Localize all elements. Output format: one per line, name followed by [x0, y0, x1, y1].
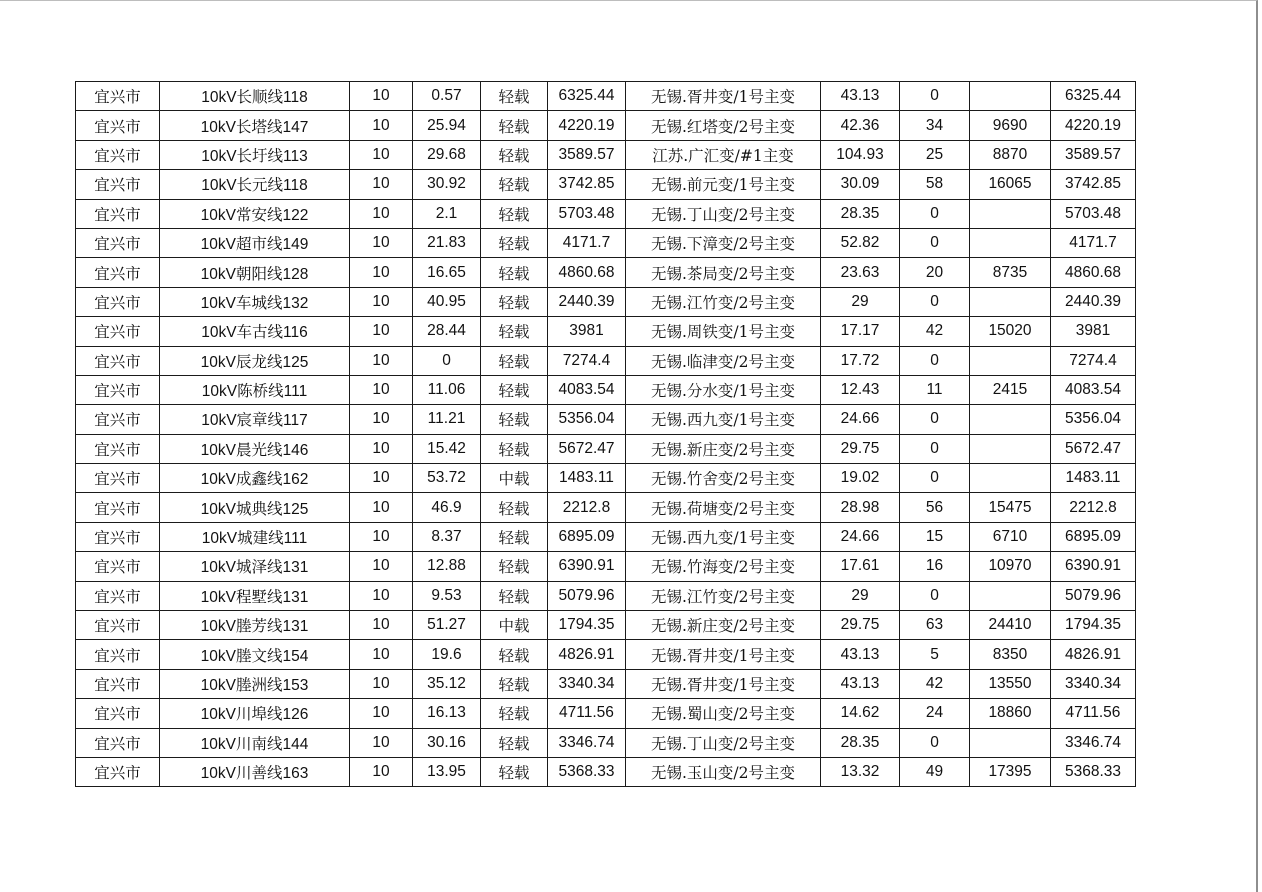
- transformer-cell: 无锡.新庄变/2号主变: [626, 611, 821, 640]
- table-row: [76, 669, 1136, 698]
- load-status-cell: 轻载: [481, 552, 548, 581]
- capacity-cell: 5703.48: [548, 199, 626, 228]
- transformer-cell: 江苏.广汇变/#1主变: [626, 140, 821, 169]
- count-cell: 0: [900, 228, 970, 257]
- voltage-cell: 10: [350, 228, 413, 257]
- load-status-cell: 轻载: [481, 199, 548, 228]
- load-status-cell: 轻载: [481, 140, 548, 169]
- table-row: [76, 287, 1136, 316]
- count-cell: 20: [900, 258, 970, 287]
- added-capacity-cell: 17395: [970, 757, 1051, 786]
- transformer-cell: 无锡.丁山变/2号主变: [626, 199, 821, 228]
- load-status-cell: 轻载: [481, 757, 548, 786]
- table-row: [76, 728, 1136, 757]
- transformer-cell: 无锡.西九变/1号主变: [626, 405, 821, 434]
- table-row: [76, 434, 1136, 463]
- load-status-cell: 轻载: [481, 728, 548, 757]
- capacity-cell: 1483.11: [548, 464, 626, 493]
- voltage-cell: 10: [350, 317, 413, 346]
- added-capacity-cell: [970, 405, 1051, 434]
- table-body: [76, 82, 1136, 787]
- table-row: [76, 258, 1136, 287]
- city-cell: 宜兴市: [76, 434, 160, 463]
- capacity-cell: 3589.57: [548, 140, 626, 169]
- capacity-cell: 3346.74: [548, 728, 626, 757]
- load-status-cell: 轻载: [481, 317, 548, 346]
- table-row: [76, 82, 1136, 111]
- added-capacity-cell: 24410: [970, 611, 1051, 640]
- load-status-cell: 轻载: [481, 287, 548, 316]
- line-name-cell: 10kV塍洲线153: [160, 669, 350, 698]
- added-capacity-cell: 8350: [970, 640, 1051, 669]
- count-cell: 42: [900, 669, 970, 698]
- count-cell: 0: [900, 199, 970, 228]
- load-status-cell: 中载: [481, 611, 548, 640]
- capacity-cell: 3742.85: [548, 170, 626, 199]
- load-rate-cell: 53.72: [413, 464, 481, 493]
- line-name-cell: 10kV城典线125: [160, 493, 350, 522]
- added-capacity-cell: 15020: [970, 317, 1051, 346]
- load-rate-cell: 25.94: [413, 111, 481, 140]
- voltage-cell: 10: [350, 611, 413, 640]
- load-status-cell: 轻载: [481, 228, 548, 257]
- load-status-cell: 轻载: [481, 522, 548, 551]
- transformer-load-cell: 52.82: [821, 228, 900, 257]
- city-cell: 宜兴市: [76, 346, 160, 375]
- transformer-cell: 无锡.丁山变/2号主变: [626, 728, 821, 757]
- transformer-cell: 无锡.荷塘变/2号主变: [626, 493, 821, 522]
- load-rate-cell: 13.95: [413, 757, 481, 786]
- transformer-cell: 无锡.周铁变/1号主变: [626, 317, 821, 346]
- load-rate-cell: 16.65: [413, 258, 481, 287]
- added-capacity-cell: 13550: [970, 669, 1051, 698]
- remaining-capacity-cell: 7274.4: [1051, 346, 1136, 375]
- transformer-load-cell: 29.75: [821, 434, 900, 463]
- table-row: [76, 522, 1136, 551]
- line-name-cell: 10kV长元线118: [160, 170, 350, 199]
- count-cell: 25: [900, 140, 970, 169]
- added-capacity-cell: [970, 346, 1051, 375]
- transformer-load-cell: 29: [821, 287, 900, 316]
- load-rate-cell: 2.1: [413, 199, 481, 228]
- capacity-cell: 4220.19: [548, 111, 626, 140]
- transformer-cell: 无锡.分水变/1号主变: [626, 375, 821, 404]
- added-capacity-cell: 15475: [970, 493, 1051, 522]
- load-status-cell: 轻载: [481, 434, 548, 463]
- city-cell: 宜兴市: [76, 493, 160, 522]
- transformer-cell: 无锡.江竹变/2号主变: [626, 287, 821, 316]
- voltage-cell: 10: [350, 728, 413, 757]
- transformer-cell: 无锡.胥井变/1号主变: [626, 669, 821, 698]
- capacity-cell: 6895.09: [548, 522, 626, 551]
- added-capacity-cell: [970, 434, 1051, 463]
- transformer-load-cell: 28.35: [821, 728, 900, 757]
- city-cell: 宜兴市: [76, 317, 160, 346]
- transformer-load-cell: 28.98: [821, 493, 900, 522]
- load-rate-cell: 46.9: [413, 493, 481, 522]
- load-rate-cell: 16.13: [413, 699, 481, 728]
- load-status-cell: 轻载: [481, 375, 548, 404]
- remaining-capacity-cell: 3340.34: [1051, 669, 1136, 698]
- voltage-cell: 10: [350, 111, 413, 140]
- transformer-load-cell: 17.72: [821, 346, 900, 375]
- transformer-cell: 无锡.胥井变/1号主变: [626, 640, 821, 669]
- transformer-cell: 无锡.胥井变/1号主变: [626, 82, 821, 111]
- city-cell: 宜兴市: [76, 375, 160, 404]
- remaining-capacity-cell: 4711.56: [1051, 699, 1136, 728]
- city-cell: 宜兴市: [76, 581, 160, 610]
- line-name-cell: 10kV长圩线113: [160, 140, 350, 169]
- load-status-cell: 轻载: [481, 346, 548, 375]
- table-row: [76, 757, 1136, 786]
- count-cell: 0: [900, 581, 970, 610]
- remaining-capacity-cell: 5703.48: [1051, 199, 1136, 228]
- remaining-capacity-cell: 4171.7: [1051, 228, 1136, 257]
- line-name-cell: 10kV塍芳线131: [160, 611, 350, 640]
- voltage-cell: 10: [350, 405, 413, 434]
- transformer-load-cell: 42.36: [821, 111, 900, 140]
- city-cell: 宜兴市: [76, 111, 160, 140]
- capacity-cell: 2440.39: [548, 287, 626, 316]
- voltage-cell: 10: [350, 82, 413, 111]
- transformer-cell: 无锡.茶局变/2号主变: [626, 258, 821, 287]
- line-name-cell: 10kV城建线111: [160, 522, 350, 551]
- count-cell: 0: [900, 405, 970, 434]
- transformer-cell: 无锡.临津变/2号主变: [626, 346, 821, 375]
- remaining-capacity-cell: 6895.09: [1051, 522, 1136, 551]
- load-status-cell: 轻载: [481, 640, 548, 669]
- table-row: [76, 228, 1136, 257]
- load-status-cell: 轻载: [481, 405, 548, 434]
- voltage-cell: 10: [350, 640, 413, 669]
- city-cell: 宜兴市: [76, 552, 160, 581]
- voltage-cell: 10: [350, 199, 413, 228]
- feeder-load-table: [75, 81, 1136, 787]
- line-name-cell: 10kV程墅线131: [160, 581, 350, 610]
- added-capacity-cell: [970, 82, 1051, 111]
- capacity-cell: 3981: [548, 317, 626, 346]
- remaining-capacity-cell: 6390.91: [1051, 552, 1136, 581]
- city-cell: 宜兴市: [76, 757, 160, 786]
- voltage-cell: 10: [350, 287, 413, 316]
- load-status-cell: 轻载: [481, 669, 548, 698]
- capacity-cell: 7274.4: [548, 346, 626, 375]
- voltage-cell: 10: [350, 434, 413, 463]
- capacity-cell: 4860.68: [548, 258, 626, 287]
- voltage-cell: 10: [350, 669, 413, 698]
- voltage-cell: 10: [350, 552, 413, 581]
- table-row: [76, 405, 1136, 434]
- remaining-capacity-cell: 4860.68: [1051, 258, 1136, 287]
- count-cell: 24: [900, 699, 970, 728]
- remaining-capacity-cell: 4220.19: [1051, 111, 1136, 140]
- transformer-load-cell: 24.66: [821, 405, 900, 434]
- remaining-capacity-cell: 1483.11: [1051, 464, 1136, 493]
- line-name-cell: 10kV晨光线146: [160, 434, 350, 463]
- count-cell: 15: [900, 522, 970, 551]
- table-row: [76, 699, 1136, 728]
- transformer-load-cell: 17.17: [821, 317, 900, 346]
- city-cell: 宜兴市: [76, 170, 160, 199]
- transformer-load-cell: 43.13: [821, 669, 900, 698]
- count-cell: 56: [900, 493, 970, 522]
- added-capacity-cell: 2415: [970, 375, 1051, 404]
- added-capacity-cell: 18860: [970, 699, 1051, 728]
- remaining-capacity-cell: 4826.91: [1051, 640, 1136, 669]
- transformer-cell: 无锡.江竹变/2号主变: [626, 581, 821, 610]
- transformer-load-cell: 13.32: [821, 757, 900, 786]
- line-name-cell: 10kV朝阳线128: [160, 258, 350, 287]
- remaining-capacity-cell: 6325.44: [1051, 82, 1136, 111]
- line-name-cell: 10kV陈桥线111: [160, 375, 350, 404]
- load-rate-cell: 0: [413, 346, 481, 375]
- count-cell: 0: [900, 464, 970, 493]
- capacity-cell: 4826.91: [548, 640, 626, 669]
- count-cell: 63: [900, 611, 970, 640]
- transformer-load-cell: 12.43: [821, 375, 900, 404]
- city-cell: 宜兴市: [76, 669, 160, 698]
- count-cell: 5: [900, 640, 970, 669]
- transformer-load-cell: 29.75: [821, 611, 900, 640]
- capacity-cell: 4083.54: [548, 375, 626, 404]
- city-cell: 宜兴市: [76, 640, 160, 669]
- load-rate-cell: 29.68: [413, 140, 481, 169]
- capacity-cell: 5356.04: [548, 405, 626, 434]
- line-name-cell: 10kV宸章线117: [160, 405, 350, 434]
- added-capacity-cell: 9690: [970, 111, 1051, 140]
- remaining-capacity-cell: 1794.35: [1051, 611, 1136, 640]
- table-row: [76, 375, 1136, 404]
- capacity-cell: 4711.56: [548, 699, 626, 728]
- load-rate-cell: 11.21: [413, 405, 481, 434]
- city-cell: 宜兴市: [76, 199, 160, 228]
- load-status-cell: 轻载: [481, 258, 548, 287]
- transformer-load-cell: 24.66: [821, 522, 900, 551]
- load-rate-cell: 8.37: [413, 522, 481, 551]
- capacity-cell: 4171.7: [548, 228, 626, 257]
- transformer-cell: 无锡.前元变/1号主变: [626, 170, 821, 199]
- load-status-cell: 轻载: [481, 699, 548, 728]
- line-name-cell: 10kV塍文线154: [160, 640, 350, 669]
- count-cell: 0: [900, 82, 970, 111]
- voltage-cell: 10: [350, 258, 413, 287]
- capacity-cell: 6325.44: [548, 82, 626, 111]
- load-rate-cell: 21.83: [413, 228, 481, 257]
- transformer-cell: 无锡.玉山变/2号主变: [626, 757, 821, 786]
- load-status-cell: 轻载: [481, 493, 548, 522]
- remaining-capacity-cell: 2440.39: [1051, 287, 1136, 316]
- voltage-cell: 10: [350, 757, 413, 786]
- transformer-cell: 无锡.下漳变/2号主变: [626, 228, 821, 257]
- count-cell: 0: [900, 434, 970, 463]
- count-cell: 16: [900, 552, 970, 581]
- table-row: [76, 640, 1136, 669]
- load-rate-cell: 15.42: [413, 434, 481, 463]
- table-row: [76, 581, 1136, 610]
- count-cell: 58: [900, 170, 970, 199]
- remaining-capacity-cell: 4083.54: [1051, 375, 1136, 404]
- voltage-cell: 10: [350, 346, 413, 375]
- added-capacity-cell: [970, 287, 1051, 316]
- added-capacity-cell: [970, 199, 1051, 228]
- line-name-cell: 10kV川埠线126: [160, 699, 350, 728]
- remaining-capacity-cell: 3589.57: [1051, 140, 1136, 169]
- voltage-cell: 10: [350, 140, 413, 169]
- table-row: [76, 493, 1136, 522]
- capacity-cell: 3340.34: [548, 669, 626, 698]
- load-rate-cell: 40.95: [413, 287, 481, 316]
- table-row: [76, 611, 1136, 640]
- voltage-cell: 10: [350, 699, 413, 728]
- load-status-cell: 轻载: [481, 111, 548, 140]
- load-rate-cell: 51.27: [413, 611, 481, 640]
- city-cell: 宜兴市: [76, 140, 160, 169]
- city-cell: 宜兴市: [76, 464, 160, 493]
- table-row: [76, 199, 1136, 228]
- count-cell: 0: [900, 728, 970, 757]
- added-capacity-cell: [970, 464, 1051, 493]
- load-rate-cell: 0.57: [413, 82, 481, 111]
- transformer-load-cell: 28.35: [821, 199, 900, 228]
- table-row: [76, 552, 1136, 581]
- table-row: [76, 346, 1136, 375]
- added-capacity-cell: 6710: [970, 522, 1051, 551]
- remaining-capacity-cell: 3346.74: [1051, 728, 1136, 757]
- line-name-cell: 10kV车古线116: [160, 317, 350, 346]
- voltage-cell: 10: [350, 375, 413, 404]
- added-capacity-cell: 10970: [970, 552, 1051, 581]
- line-name-cell: 10kV车城线132: [160, 287, 350, 316]
- added-capacity-cell: [970, 581, 1051, 610]
- count-cell: 0: [900, 346, 970, 375]
- transformer-load-cell: 104.93: [821, 140, 900, 169]
- city-cell: 宜兴市: [76, 699, 160, 728]
- capacity-cell: 5079.96: [548, 581, 626, 610]
- load-rate-cell: 35.12: [413, 669, 481, 698]
- transformer-load-cell: 23.63: [821, 258, 900, 287]
- transformer-cell: 无锡.红塔变/2号主变: [626, 111, 821, 140]
- transformer-cell: 无锡.新庄变/2号主变: [626, 434, 821, 463]
- load-rate-cell: 30.92: [413, 170, 481, 199]
- load-rate-cell: 19.6: [413, 640, 481, 669]
- voltage-cell: 10: [350, 522, 413, 551]
- remaining-capacity-cell: 5356.04: [1051, 405, 1136, 434]
- remaining-capacity-cell: 3981: [1051, 317, 1136, 346]
- transformer-load-cell: 19.02: [821, 464, 900, 493]
- remaining-capacity-cell: 3742.85: [1051, 170, 1136, 199]
- capacity-cell: 1794.35: [548, 611, 626, 640]
- line-name-cell: 10kV川善线163: [160, 757, 350, 786]
- transformer-load-cell: 43.13: [821, 82, 900, 111]
- remaining-capacity-cell: 5672.47: [1051, 434, 1136, 463]
- remaining-capacity-cell: 2212.8: [1051, 493, 1136, 522]
- line-name-cell: 10kV川南线144: [160, 728, 350, 757]
- table-row: [76, 140, 1136, 169]
- remaining-capacity-cell: 5079.96: [1051, 581, 1136, 610]
- transformer-load-cell: 43.13: [821, 640, 900, 669]
- load-status-cell: 中载: [481, 464, 548, 493]
- line-name-cell: 10kV超市线149: [160, 228, 350, 257]
- capacity-cell: 6390.91: [548, 552, 626, 581]
- count-cell: 0: [900, 287, 970, 316]
- line-name-cell: 10kV长塔线147: [160, 111, 350, 140]
- load-rate-cell: 11.06: [413, 375, 481, 404]
- load-status-cell: 轻载: [481, 581, 548, 610]
- transformer-cell: 无锡.竹舍变/2号主变: [626, 464, 821, 493]
- added-capacity-cell: 8870: [970, 140, 1051, 169]
- added-capacity-cell: [970, 728, 1051, 757]
- added-capacity-cell: [970, 228, 1051, 257]
- city-cell: 宜兴市: [76, 728, 160, 757]
- voltage-cell: 10: [350, 170, 413, 199]
- voltage-cell: 10: [350, 493, 413, 522]
- line-name-cell: 10kV城泽线131: [160, 552, 350, 581]
- city-cell: 宜兴市: [76, 228, 160, 257]
- line-name-cell: 10kV辰龙线125: [160, 346, 350, 375]
- added-capacity-cell: 8735: [970, 258, 1051, 287]
- load-rate-cell: 12.88: [413, 552, 481, 581]
- line-name-cell: 10kV成鑫线162: [160, 464, 350, 493]
- city-cell: 宜兴市: [76, 522, 160, 551]
- city-cell: 宜兴市: [76, 258, 160, 287]
- city-cell: 宜兴市: [76, 82, 160, 111]
- transformer-load-cell: 14.62: [821, 699, 900, 728]
- added-capacity-cell: 16065: [970, 170, 1051, 199]
- table-row: [76, 317, 1136, 346]
- load-status-cell: 轻载: [481, 170, 548, 199]
- table-row: [76, 111, 1136, 140]
- transformer-load-cell: 30.09: [821, 170, 900, 199]
- remaining-capacity-cell: 5368.33: [1051, 757, 1136, 786]
- voltage-cell: 10: [350, 581, 413, 610]
- transformer-load-cell: 29: [821, 581, 900, 610]
- capacity-cell: 5672.47: [548, 434, 626, 463]
- city-cell: 宜兴市: [76, 611, 160, 640]
- count-cell: 34: [900, 111, 970, 140]
- transformer-cell: 无锡.西九变/1号主变: [626, 522, 821, 551]
- load-rate-cell: 28.44: [413, 317, 481, 346]
- capacity-cell: 2212.8: [548, 493, 626, 522]
- transformer-load-cell: 17.61: [821, 552, 900, 581]
- city-cell: 宜兴市: [76, 405, 160, 434]
- count-cell: 42: [900, 317, 970, 346]
- line-name-cell: 10kV常安线122: [160, 199, 350, 228]
- load-rate-cell: 9.53: [413, 581, 481, 610]
- transformer-cell: 无锡.竹海变/2号主变: [626, 552, 821, 581]
- capacity-cell: 5368.33: [548, 757, 626, 786]
- city-cell: 宜兴市: [76, 287, 160, 316]
- transformer-cell: 无锡.蜀山变/2号主变: [626, 699, 821, 728]
- line-name-cell: 10kV长顺线118: [160, 82, 350, 111]
- voltage-cell: 10: [350, 464, 413, 493]
- count-cell: 49: [900, 757, 970, 786]
- count-cell: 11: [900, 375, 970, 404]
- table-row: [76, 464, 1136, 493]
- load-rate-cell: 30.16: [413, 728, 481, 757]
- load-status-cell: 轻载: [481, 82, 548, 111]
- table-row: [76, 170, 1136, 199]
